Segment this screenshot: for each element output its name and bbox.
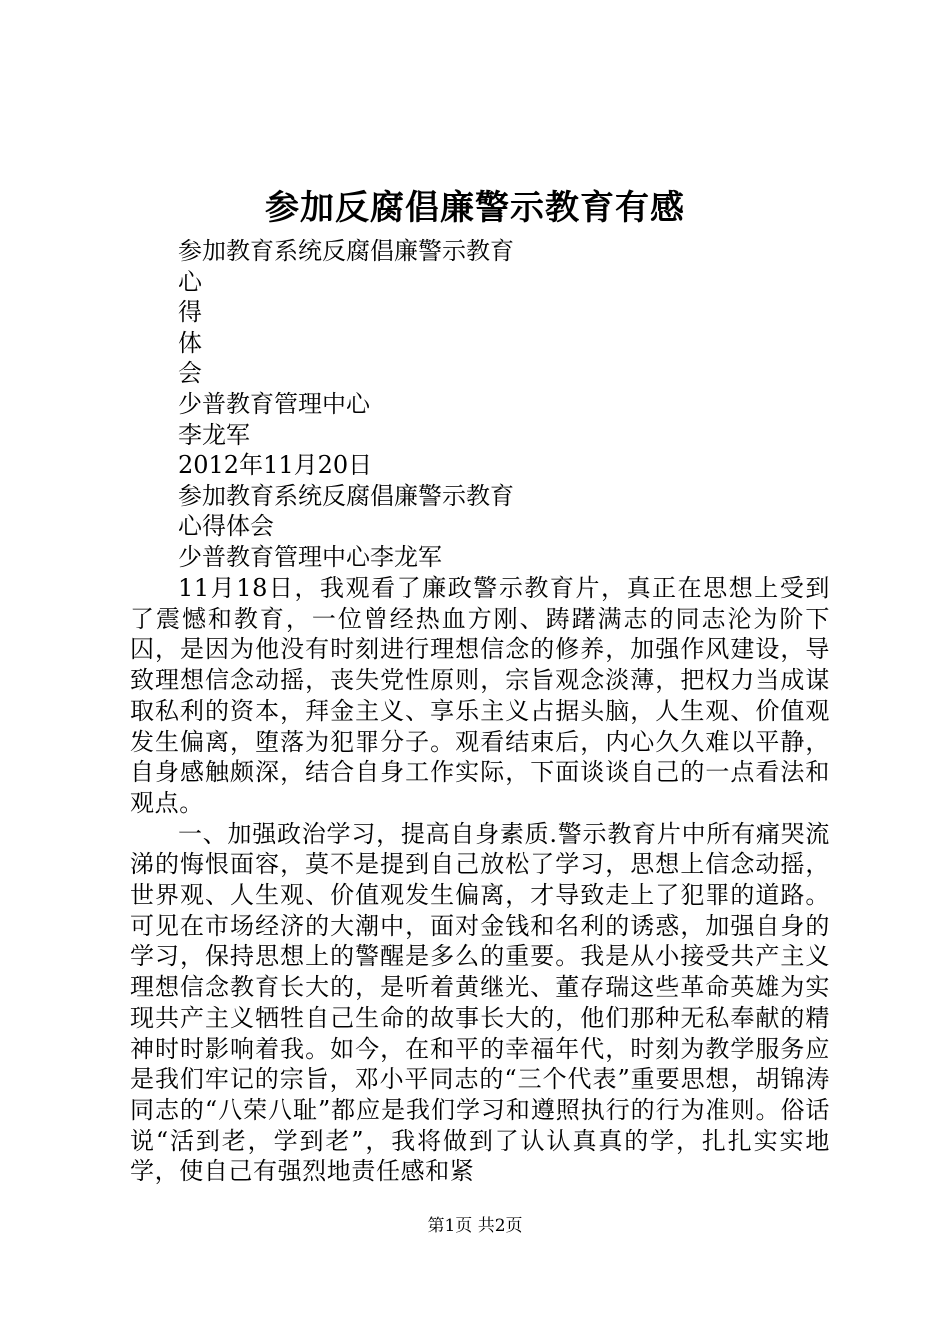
page-footer: 第1页 共2页 [427,1216,523,1236]
header-line: 少普教育管理中心 [178,389,370,418]
document-body [130,573,830,1187]
header-line: 得 [178,298,202,327]
header-line: 参加教育系统反腐倡廉警示教育 [178,481,514,510]
header-line: 李龙军 [178,420,250,449]
document-title: 参加反腐倡廉警示教育有感 [265,188,685,228]
header-block [178,236,878,573]
header-line: 心得体会 [178,512,274,541]
header-line: 少普教育管理中心李龙军 [178,542,442,571]
header-line: 参加教育系统反腐倡廉警示教育 [178,237,514,265]
header-line: 会 [178,359,202,388]
header-line: 2012年11月20日 [178,451,373,480]
paragraph: 11月18日，我观看了廉政警示教育片，真正在思想上受到了震憾和教育，一位曾经热血方刚、踌躇满志的同志沦为阶下囚，是因为他没有时刻进行理想信念的修养，加强作风建设，导致理想信念动摇，丧失党性原则，宗旨观念淡薄，把权力当成谋取私利的资本，拜金主义、享乐主义占据头脑，人生观、价值观发生偏离，堕落为犯罪分子。观看结束后，内心久久难以平静，自身感触颇深，结合自身工作实际，下面谈谈自己的一点看法和观点。 [130,574,830,817]
header-line: 心 [178,267,202,296]
paragraph: 一、加强政治学习，提高自身素质.警示教育片中所有痛哭流涕的悔恨面容，莫不是提到自己放松了学习，思想上信念动摇，世界观、人生观、价值观发生偏离，才导致走上了犯罪的道路。可见在市场经济的大潮中，面对金钱和名利的诱惑，加强自身的学习，保持思想上的警醒是多么的重要。我是从小接受共产主义理想信念教育长大的，是听着黄继光、董存瑞这些革命英雄为实现共产主义牺牲自己生命的故事长大的，他们那种无私奉献的精神时时影响着我。如今，在和平的幸福年代，时刻为教学服务应是我们牢记的宗旨，邓小平同志的“三个代表”重要思想，胡锦涛同志的“八荣八耻”都应是我们学习和遵照执行的行为准则。俗话说“活到老，学到老”，我将做到了认认真真的学，扎扎实实地学，使自己有强烈地责任感和紧 [130,819,830,1186]
header-line: 体 [178,328,202,357]
